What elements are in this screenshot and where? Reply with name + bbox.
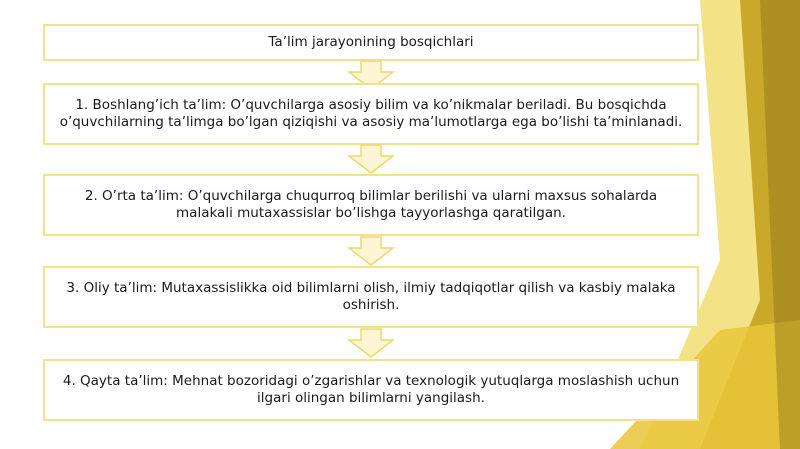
step-box-2	[43, 174, 699, 236]
diagram-title-box	[43, 24, 699, 61]
down-arrow-icon	[347, 236, 395, 266]
step-text: 1. Boshlang’ich ta’lim: O’quvchilarga asosiy bilim va ko’nikmalar beriladi. Bu bosqichda o’quvchilarning ta’limga bo’lgan qiziqishi va asosiy ma’lumotlarga ega bo’lishi ta’minlanadi.	[59, 97, 683, 130]
down-arrow-icon	[347, 328, 395, 358]
step-text: 2. O’rta ta’lim: O’quvchilarga chuqurroq bilimlar berilishi va ularni maxsus sohalarda malakali mutaxassislar bo’lishga tayyorlashga qaratilgan.	[84, 188, 658, 221]
down-arrow-icon	[347, 144, 395, 174]
step-box-1	[43, 83, 699, 145]
diagram-title: Ta’lim jarayonining bosqichlari	[268, 34, 474, 50]
step-text: 3. Oliy ta’lim: Mutaxassislikka oid bilimlarni olish, ilmiy tadqiqotlar qilish va kasbiy malaka oshirish.	[66, 280, 676, 313]
step-text: 4. Qayta ta’lim: Mehnat bozoridagi o’zgarishlar va texnologik yutuqlarga moslashish uchun ilgari olingan bilimlarni yangilash.	[62, 373, 680, 406]
step-box-4	[43, 359, 699, 421]
step-box-3	[43, 266, 699, 328]
